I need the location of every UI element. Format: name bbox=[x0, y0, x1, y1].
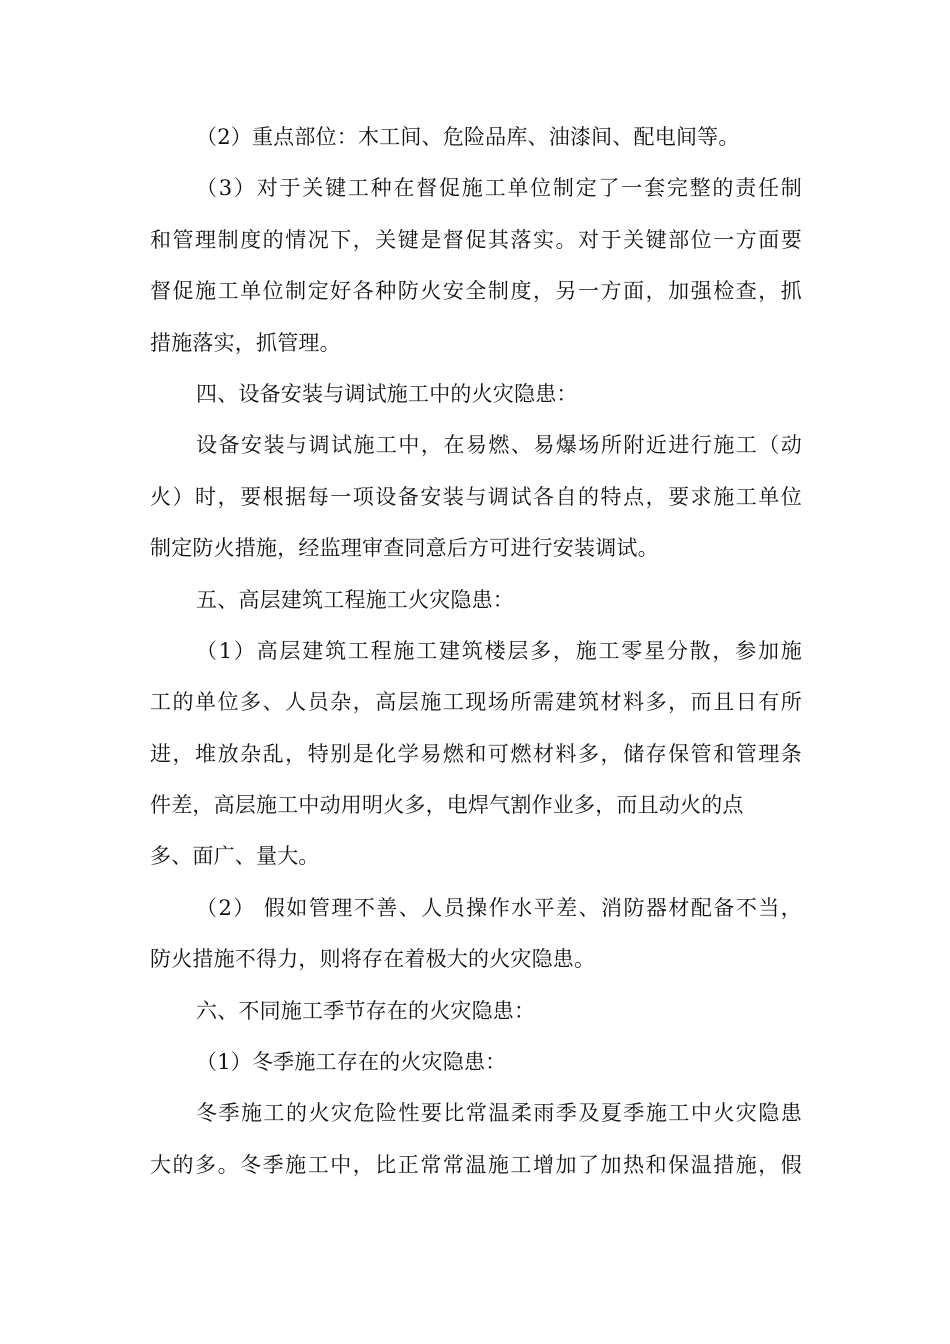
paragraph-line: （2）重点部位：木工间、危险品库、油漆间、配电间等。 bbox=[196, 125, 740, 149]
paragraph-line: （1）高层建筑工程施工建筑楼层多，施工零星分散，参加施 bbox=[196, 638, 802, 663]
paragraph-line: 防火措施不得力，则将存在着极大的火灾隐患。 bbox=[150, 947, 596, 972]
paragraph-line: 火）时，要根据每一项设备安装与调试各自的特点，要求施工单位 bbox=[150, 484, 802, 509]
paragraph-line: 制定防火措施，经监理审查同意后方可进行安装调试。 bbox=[150, 536, 659, 561]
section-heading: 六、不同施工季节存在的火灾隐患： bbox=[196, 998, 536, 1023]
paragraph-line: 大的多。冬季施工中，比正常常温施工增加了加热和保温措施，假 bbox=[150, 1152, 802, 1177]
paragraph-line: 设备安装与调试施工中，在易燃、易爆场所附近进行施工（动 bbox=[196, 433, 802, 458]
paragraph-line: （2） 假如管理不善、人员操作水平差、消防器材配备不当， bbox=[196, 895, 802, 920]
document-body bbox=[150, 112, 802, 1191]
paragraph-line: 多、面广、量大。 bbox=[150, 844, 320, 869]
paragraph-line: 措施落实，抓管理。 bbox=[150, 330, 341, 355]
section-heading: 五、高层建筑工程施工火灾隐患： bbox=[196, 587, 514, 612]
paragraph-line: 工的单位多、人员杂，高层施工现场所需建筑材料多，而且日有所 bbox=[150, 690, 802, 715]
paragraph-line: （3）对于关键工种在督促施工单位制定了一套完整的责任制 bbox=[196, 176, 802, 201]
paragraph-line: 进，堆放杂乱，特别是化学易燃和可燃材料多，储存保管和管理条 bbox=[150, 741, 802, 766]
paragraph-line: 督促施工单位制定好各种防火安全制度，另一方面，加强检查，抓 bbox=[150, 279, 802, 304]
paragraph-line: 和管理制度的情况下，关键是督促其落实。对于关键部位一方面要 bbox=[150, 227, 802, 252]
subsection-heading: （1）冬季施工存在的火灾隐患： bbox=[196, 1050, 507, 1075]
paragraph-line: 件差，高层施工中动用明火多，电焊气割作业多，而且动火的点 bbox=[150, 793, 744, 818]
paragraph-line: 冬季施工的火灾危险性要比常温柔雨季及夏季施工中火灾隐患 bbox=[196, 1101, 802, 1126]
section-heading: 四、设备安装与调试施工中的火灾隐患： bbox=[196, 381, 578, 406]
